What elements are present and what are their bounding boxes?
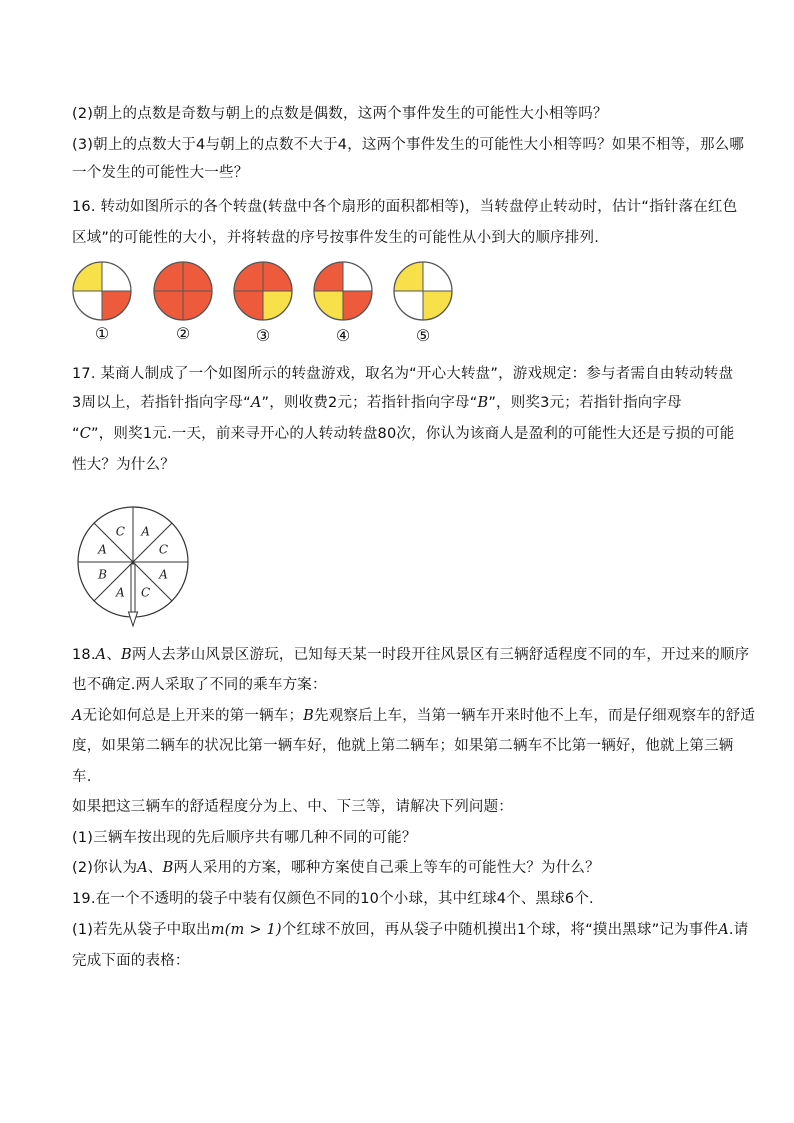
q17-line4: 性大？为什么？ [72, 457, 175, 473]
q16-line2: 区域”的可能性的大小，并将转盘的序号按事件发生的可能性从小到大的顺序排列. [72, 230, 600, 246]
big-wheel-figure [70, 505, 200, 635]
spinner-3 [234, 262, 292, 320]
q19-line3: 完成下面的表格： [72, 953, 190, 969]
wheel-sector-letter-2: C [158, 542, 169, 557]
q18-line4: 度，如果第二辆车的状况比第一辆车好，他就上第二辆车；如果第二辆车不比第一辆好，他就上第三辆 [72, 738, 734, 754]
spinner-5 [394, 262, 452, 320]
wheel-sector-letter-5: A [116, 585, 125, 600]
wheel-sector-letter-1: A [141, 524, 150, 539]
q15-part3-line1: (3)朝上的点数大于4与朝上的点数不大于4，这两个事件发生的可能性大小相等吗？如果不相等，那么哪 [72, 137, 745, 153]
q17-line3: “C”，则奖1元.一天，前来寻开心的人转动转盘80次，你认为该商人是盈利的可能性大还是亏损的可能 [72, 426, 735, 442]
q18-part1: (1)三辆车按出现的先后顺序共有哪几种不同的可能？ [72, 830, 417, 846]
spinner-label-4: ④ [335, 326, 351, 345]
q15-part2: (2)朝上的点数是奇数与朝上的点数是偶数，这两个事件发生的可能性大小相等吗？ [72, 106, 608, 122]
q18-part2: (2)你认为A、B两人采用的方案，哪种方案使自己乘上等车的可能性大？为什么？ [72, 860, 600, 876]
q18-line1: 18.A、B两人去茅山风景区游玩，已知每天某一时段开往风景区有三辆舒适程度不同的车，开过来的顺序 [72, 647, 750, 663]
spinner-4 [314, 262, 372, 320]
spinner-label-3: ③ [255, 326, 271, 345]
wheel-sector-letter-8: C [115, 524, 125, 539]
spinner-label-2: ② [175, 324, 191, 343]
q16-line1: 16. 转动如图所示的各个转盘(转盘中各个扇形的面积都相等)，当转盘停止转动时，估计“指针落在红色 [72, 199, 738, 215]
spinner-2 [154, 262, 212, 320]
spinner-label-1: ① [94, 324, 110, 343]
q17-line1: 17. 某商人制成了一个如图所示的转盘游戏，取名为“开心大转盘”，游戏规定：参与者需自由转动转盘 [72, 366, 734, 382]
q18-line5: 车. [72, 769, 92, 785]
wheel-sector-letter-4: C [141, 585, 151, 600]
q18-line3: A无论如何总是上开来的第一辆车；B先观察后上车，当第一辆车开来时他不上车，而是仔细观察车的舒适 [72, 708, 756, 724]
q19-line1: 19.在一个不透明的袋子中装有仅颜色不同的10个小球，其中红球4个、黑球6个. [72, 891, 594, 907]
wheel-sector-letter-3: A [159, 567, 168, 582]
q17-line2: 3周以上，若指针指向字母“A”，则收费2元；若指针指向字母“B”，则奖3元；若指针指向字母 [72, 395, 682, 411]
q18-line2: 也不确定.两人采取了不同的乘车方案： [72, 677, 327, 693]
spinner-1 [73, 262, 131, 320]
q19-line2: (1)若先从袋子中取出m(m > 1)个红球不放回，再从袋子中随机摸出1个球，将“摸出黑球”记为事件A.请 [72, 922, 749, 938]
wheel-sector-letter-6: B [98, 567, 107, 582]
spinner-label-5: ⑤ [415, 326, 431, 345]
q15-part3-line2: 一个发生的可能性大一些？ [72, 165, 249, 181]
wheel-sector-letter-7: A [98, 542, 107, 557]
spinners-figure [0, 258, 794, 338]
q18-line6: 如果把这三辆车的舒适程度分为上、中、下三等，请解决下列问题： [72, 799, 513, 815]
